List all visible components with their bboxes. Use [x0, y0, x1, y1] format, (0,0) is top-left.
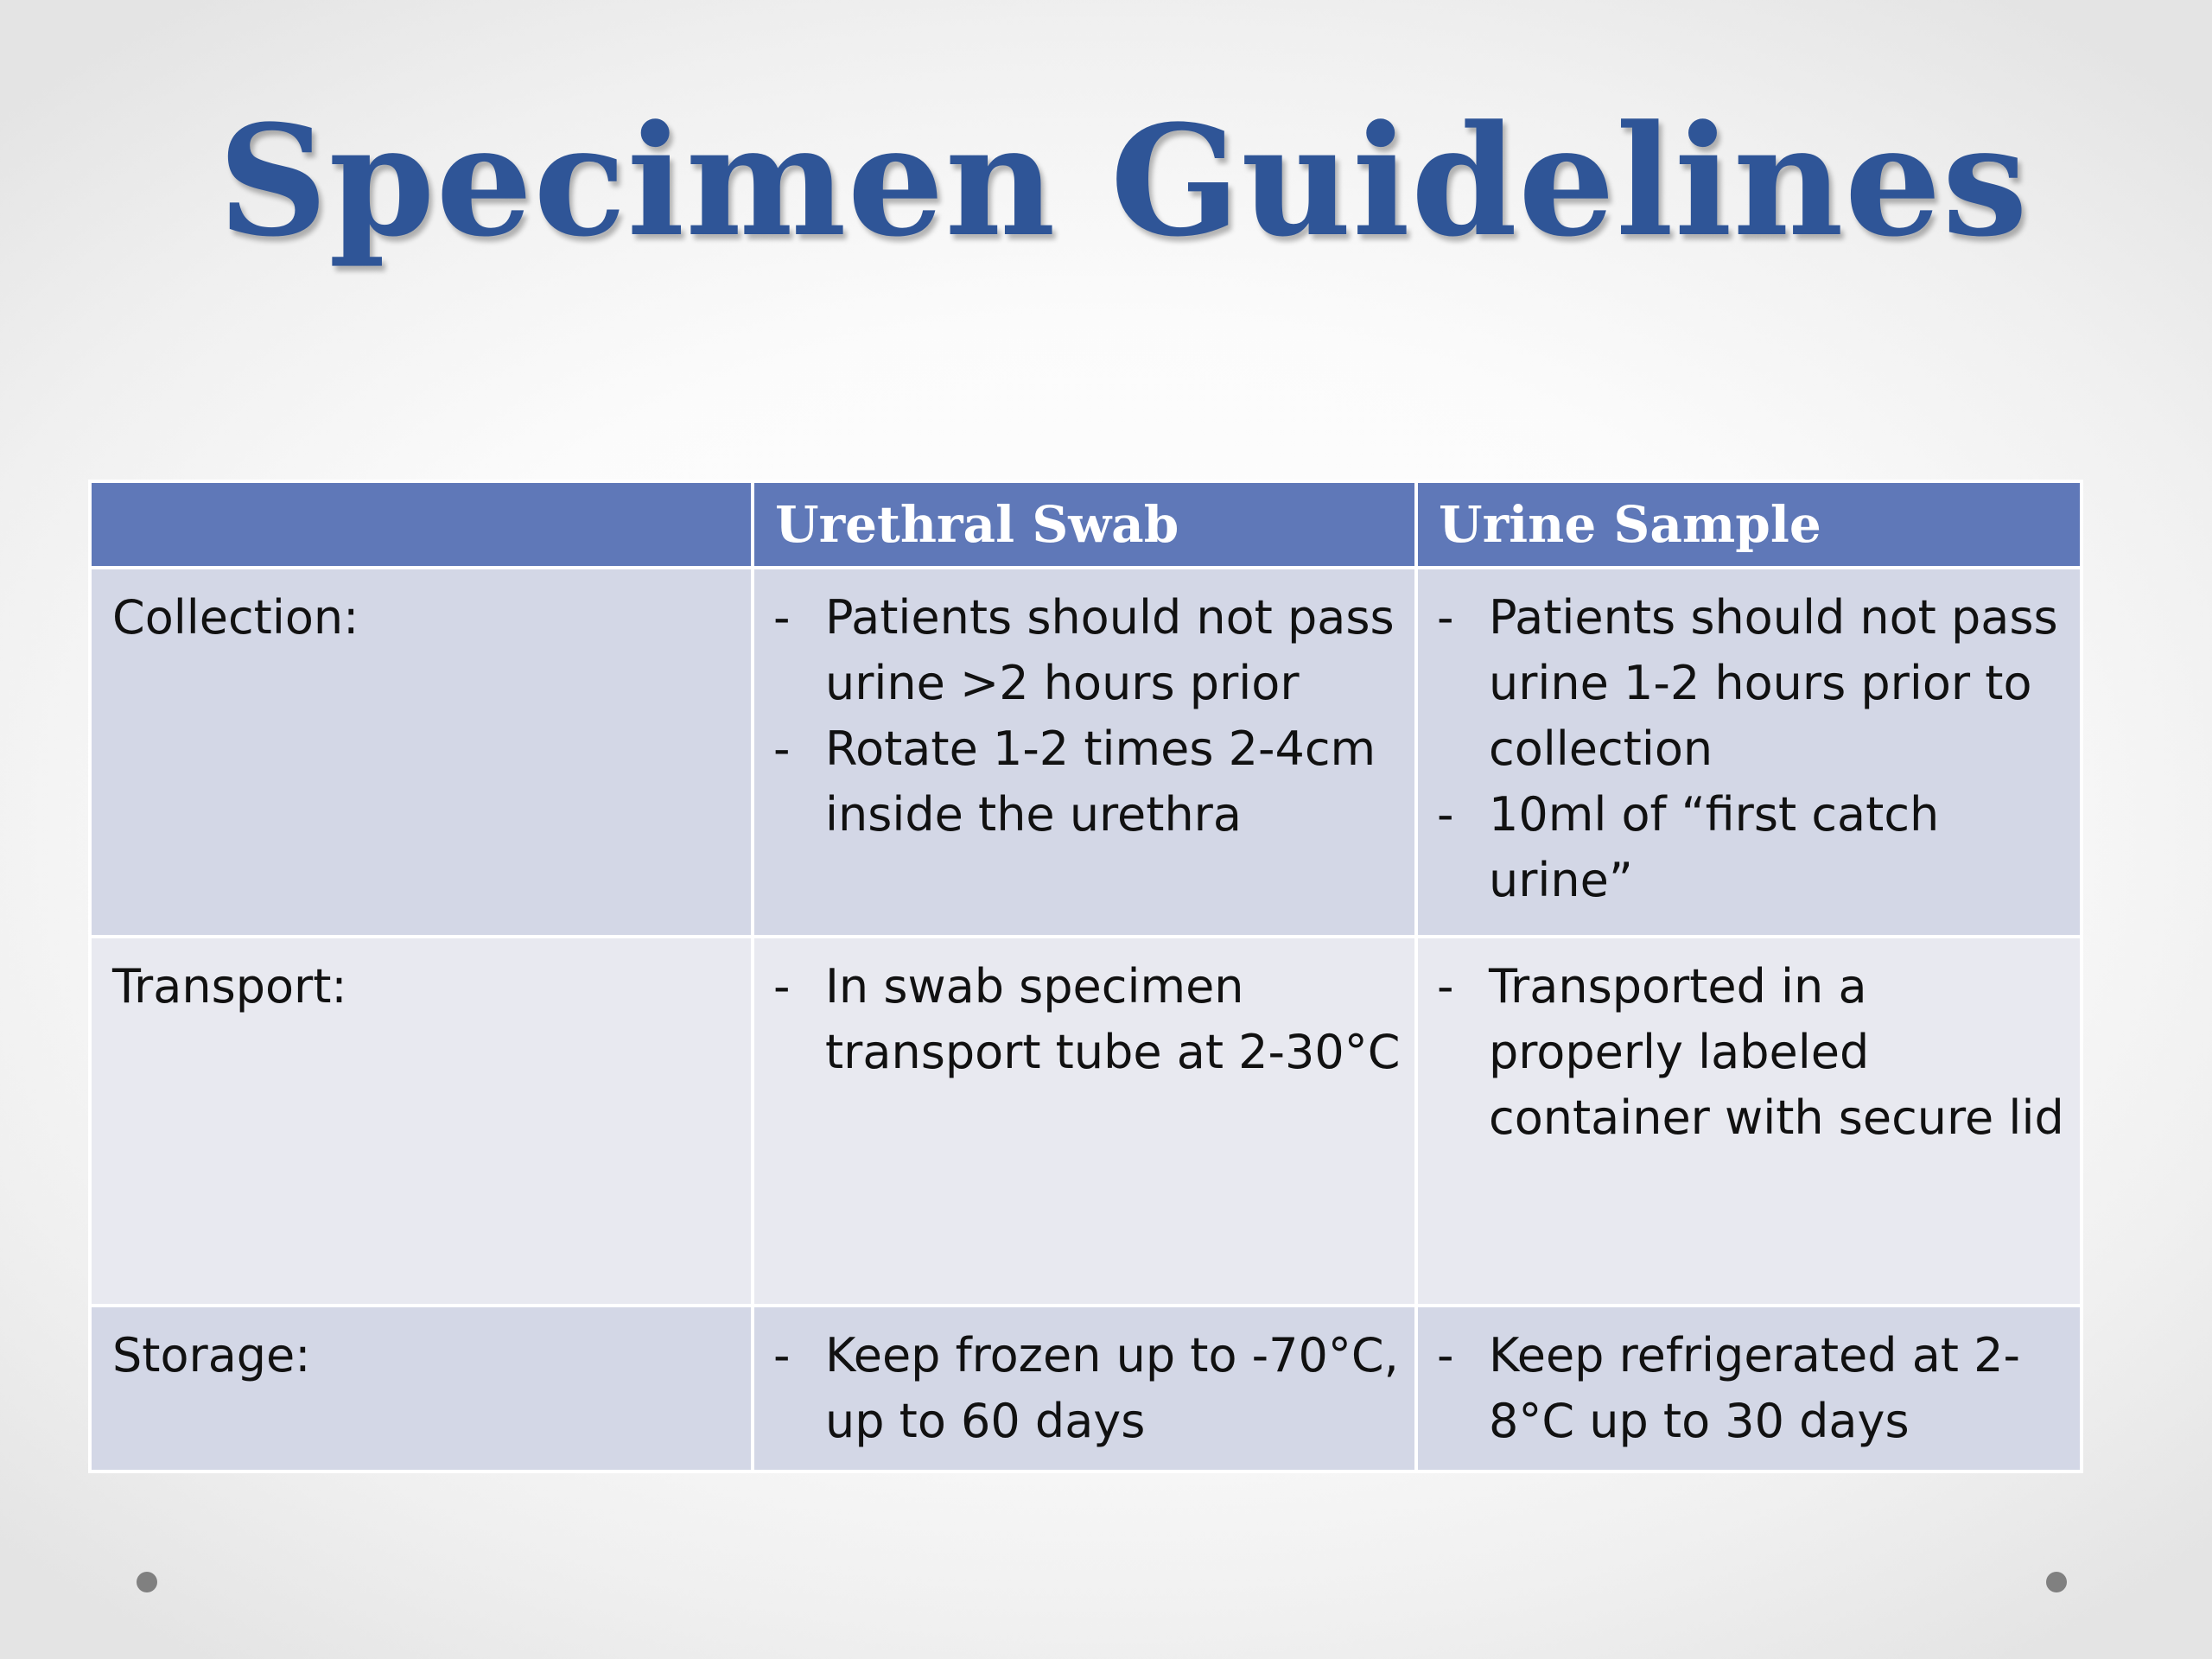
list-item — [754, 585, 1414, 716]
bullet-list — [1418, 569, 2080, 913]
list-item — [1418, 954, 2080, 1151]
list-item-text: Rotate 1-2 times 2-4cm inside the urethra — [825, 721, 1376, 842]
bullet-list — [754, 938, 1414, 1085]
cell-storage-urethral-swab — [753, 1306, 1416, 1471]
list-item-text: Keep frozen up to -70°C, up to 60 days — [825, 1328, 1399, 1448]
list-item-text: 10ml of “first catch urine” — [1489, 787, 1940, 907]
row-label-storage: Storage: — [90, 1306, 753, 1471]
bullet-list — [1418, 938, 2080, 1151]
next-slide-dot-icon[interactable] — [2046, 1572, 2067, 1592]
bullet-dash: - — [1437, 959, 1454, 1014]
header-empty-cell — [90, 481, 753, 568]
list-item-text: Transported in a properly labeled container with secure lid — [1489, 959, 2064, 1145]
table-row-collection — [90, 568, 2082, 937]
list-item-text: In swab specimen transport tube at 2-30°C — [825, 959, 1401, 1079]
previous-slide-dot-icon[interactable] — [137, 1572, 157, 1592]
row-label-transport: Transport: — [90, 937, 753, 1306]
cell-transport-urethral-swab — [753, 937, 1416, 1306]
bullet-dash: - — [773, 959, 791, 1014]
table-header-row — [90, 481, 2082, 568]
list-item-text: Patients should not pass urine >2 hours prior — [825, 590, 1395, 710]
table-row-transport — [90, 937, 2082, 1306]
header-urethral-swab: Urethral Swab — [753, 481, 1416, 568]
list-item — [1418, 782, 2080, 913]
list-item — [754, 954, 1414, 1085]
cell-collection-urethral-swab — [753, 568, 1416, 937]
cell-transport-urine-sample — [1416, 937, 2082, 1306]
bullet-dash: - — [773, 1328, 791, 1382]
bullet-dash: - — [1437, 590, 1454, 645]
list-item-text: Patients should not pass urine 1-2 hours prior to collection — [1489, 590, 2058, 776]
list-item — [1418, 585, 2080, 782]
specimen-guidelines-table — [88, 480, 2083, 1473]
list-item — [1418, 1323, 2080, 1454]
cell-storage-urine-sample — [1416, 1306, 2082, 1471]
row-label-collection: Collection: — [90, 568, 753, 937]
bullet-dash: - — [773, 590, 791, 645]
bullet-dash: - — [1437, 1328, 1454, 1382]
cell-collection-urine-sample — [1416, 568, 2082, 937]
bullet-list — [754, 1307, 1414, 1454]
bullet-dash: - — [773, 721, 791, 776]
list-item — [754, 716, 1414, 848]
bullet-dash: - — [1437, 787, 1454, 842]
bullet-list — [754, 569, 1414, 848]
table-row-storage — [90, 1306, 2082, 1471]
list-item-text: Keep refrigerated at 2-8°C up to 30 days — [1489, 1328, 2020, 1448]
header-urine-sample: Urine Sample — [1416, 481, 2082, 568]
slide-title: Specimen Guidelines — [218, 92, 2029, 270]
bullet-list — [1418, 1307, 2080, 1454]
list-item — [754, 1323, 1414, 1454]
